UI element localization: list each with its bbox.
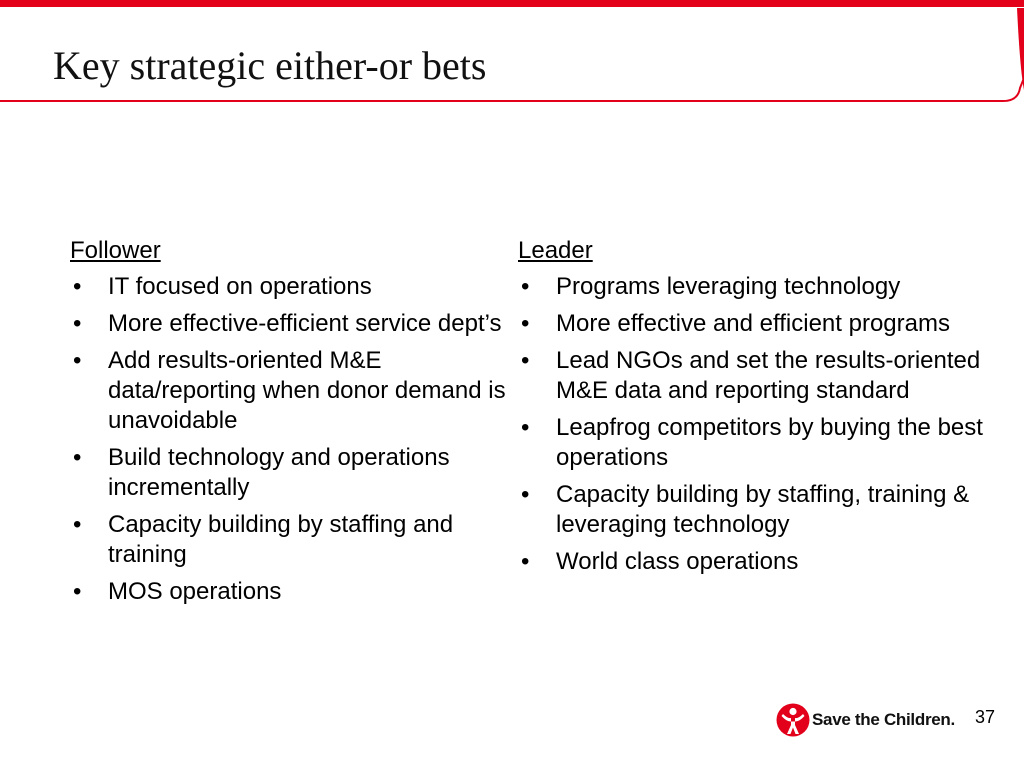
bullet-icon: • bbox=[73, 347, 82, 374]
leader-heading: Leader bbox=[518, 237, 593, 264]
bullet-icon: • bbox=[521, 310, 530, 337]
list-item bbox=[518, 346, 988, 406]
list-item-text: Capacity building by staffing and training bbox=[108, 511, 454, 568]
bullet-icon: • bbox=[521, 347, 530, 374]
list-item-text: Programs leveraging technology bbox=[556, 273, 901, 300]
follower-heading: Follower bbox=[70, 237, 161, 264]
bullet-icon: • bbox=[73, 310, 82, 337]
follower-column bbox=[70, 236, 510, 614]
list-item-text: Capacity building by staffing, training & leveraging technology bbox=[556, 481, 970, 538]
list-item bbox=[70, 309, 510, 339]
bullet-icon: • bbox=[73, 511, 82, 538]
bullet-icon: • bbox=[521, 414, 530, 441]
logo-text: Save the Children. bbox=[812, 710, 955, 729]
bullet-icon: • bbox=[521, 273, 530, 300]
list-item-text: World class operations bbox=[556, 548, 799, 575]
list-item bbox=[70, 272, 510, 302]
list-item-text: IT focused on operations bbox=[108, 273, 372, 300]
list-item-text: MOS operations bbox=[108, 578, 282, 605]
list-item bbox=[70, 510, 510, 570]
bullet-icon: • bbox=[73, 273, 82, 300]
leader-list bbox=[518, 272, 988, 577]
list-item bbox=[70, 443, 510, 503]
save-the-children-logo-icon bbox=[776, 701, 810, 739]
list-item-text: More effective-efficient service dept’s bbox=[108, 310, 502, 337]
follower-list bbox=[70, 272, 510, 607]
slide-title: Key strategic either-or bets bbox=[53, 43, 487, 88]
bullet-icon: • bbox=[521, 481, 530, 508]
list-item bbox=[518, 272, 988, 302]
list-item bbox=[518, 480, 988, 540]
list-item bbox=[70, 346, 510, 436]
bullet-icon: • bbox=[73, 444, 82, 471]
list-item-text: Lead NGOs and set the results-oriented M&E data and reporting standard bbox=[556, 347, 981, 404]
bullet-icon: • bbox=[521, 548, 530, 575]
list-item-text: Add results-oriented M&E data/reporting when donor demand is unavoidable bbox=[108, 347, 506, 434]
list-item-text: Build technology and operations incrementally bbox=[108, 444, 450, 501]
list-item bbox=[518, 309, 988, 339]
list-item-text: Leapfrog competitors by buying the best operations bbox=[556, 414, 983, 471]
page-number: 37 bbox=[975, 707, 996, 727]
list-item bbox=[518, 547, 988, 577]
list-item bbox=[70, 577, 510, 607]
leader-column bbox=[518, 236, 988, 584]
list-item-text: More effective and efficient programs bbox=[556, 310, 950, 337]
list-item bbox=[518, 413, 988, 473]
save-the-children-logo bbox=[776, 701, 966, 739]
bullet-icon: • bbox=[73, 578, 82, 605]
